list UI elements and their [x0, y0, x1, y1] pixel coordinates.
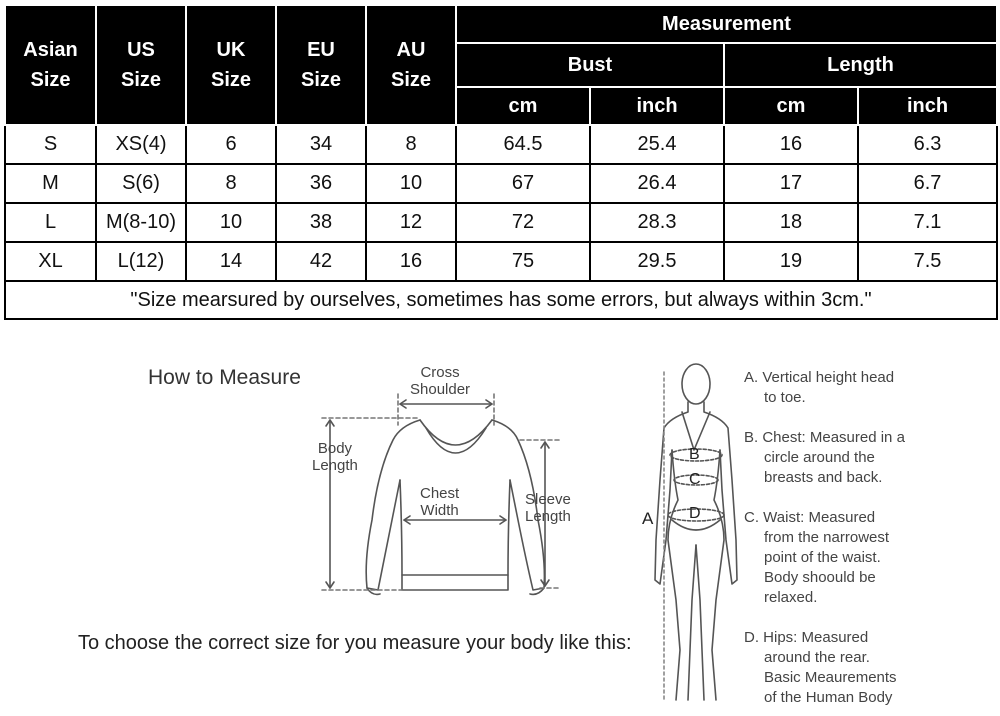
cell-eu-size: 36 — [276, 164, 366, 203]
cell-asian-size: L — [5, 203, 96, 242]
cell-au-size: 12 — [366, 203, 456, 242]
header-eu-size: EU Size — [276, 5, 366, 125]
marker-b: B — [689, 446, 700, 463]
cell-bust-inch: 26.4 — [590, 164, 724, 203]
cell-eu-size: 38 — [276, 203, 366, 242]
marker-d: D — [689, 505, 701, 522]
human-body-illustration — [655, 364, 737, 700]
header-length-cm: cm — [724, 87, 858, 125]
header-au-size: AU Size — [366, 5, 456, 125]
cross-shoulder-label: Cross Shoulder — [410, 364, 471, 398]
header-asian-size: Asian Size — [5, 5, 96, 125]
instruction-text: To choose the correct size for you measure your body like this: — [78, 632, 632, 654]
cell-uk-size: 14 — [186, 242, 276, 281]
cell-asian-size: S — [5, 125, 96, 164]
chest-width-label: Chest Width — [420, 485, 460, 519]
cell-uk-size: 6 — [186, 125, 276, 164]
marker-c: C — [689, 471, 701, 488]
cell-bust-cm: 72 — [456, 203, 590, 242]
cell-length-cm: 19 — [724, 242, 858, 281]
cell-au-size: 10 — [366, 164, 456, 203]
cell-length-cm: 17 — [724, 164, 858, 203]
header-us-size: US Size — [96, 5, 186, 125]
cell-bust-inch: 28.3 — [590, 203, 724, 242]
legend-b: B. Chest: Measured in a circle around the breasts and back. — [744, 429, 905, 486]
cell-bust-cm: 67 — [456, 164, 590, 203]
header-measurement: Measurement — [456, 5, 997, 43]
cell-bust-cm: 75 — [456, 242, 590, 281]
cell-uk-size: 10 — [186, 203, 276, 242]
header-length: Length — [724, 43, 997, 87]
header-bust: Bust — [456, 43, 724, 87]
header-bust-inch: inch — [590, 87, 724, 125]
measurement-note: "Size mearsured by ourselves, sometimes has some errors, but always within 3cm." — [5, 281, 997, 319]
cell-us-size: XS(4) — [96, 125, 186, 164]
cell-bust-inch: 25.4 — [590, 125, 724, 164]
cell-asian-size: M — [5, 164, 96, 203]
cell-length-inch: 6.3 — [858, 125, 997, 164]
cell-length-inch: 7.1 — [858, 203, 997, 242]
cell-length-cm: 18 — [724, 203, 858, 242]
cell-length-inch: 7.5 — [858, 242, 997, 281]
body-length-label: Body Length — [312, 440, 358, 474]
sleeve-length-label: Sleeve Length — [525, 491, 571, 525]
cell-au-size: 8 — [366, 125, 456, 164]
cell-asian-size: XL — [5, 242, 96, 281]
cell-bust-cm: 64.5 — [456, 125, 590, 164]
measurement-legend — [744, 368, 994, 708]
legend-c: C. Waist: Measured from the narrowest point of the waist. Body shoould be relaxed. — [744, 509, 890, 606]
cell-au-size: 16 — [366, 242, 456, 281]
cell-eu-size: 42 — [276, 242, 366, 281]
cell-uk-size: 8 — [186, 164, 276, 203]
legend-d: D. Hips: Measured around the rear. Basic Meaurements of the Human Body — [744, 629, 897, 706]
cell-us-size: M(8-10) — [96, 203, 186, 242]
header-length-inch: inch — [858, 87, 997, 125]
legend-a: A. Vertical height head to toe. — [744, 369, 895, 406]
marker-a: A — [642, 509, 654, 528]
cell-length-inch: 6.7 — [858, 164, 997, 203]
cell-us-size: S(6) — [96, 164, 186, 203]
header-bust-cm: cm — [456, 87, 590, 125]
how-to-measure-title: How to Measure — [148, 366, 301, 389]
header-uk-size: UK Size — [186, 5, 276, 125]
cell-length-cm: 16 — [724, 125, 858, 164]
cell-eu-size: 34 — [276, 125, 366, 164]
cell-bust-inch: 29.5 — [590, 242, 724, 281]
cell-us-size: L(12) — [96, 242, 186, 281]
